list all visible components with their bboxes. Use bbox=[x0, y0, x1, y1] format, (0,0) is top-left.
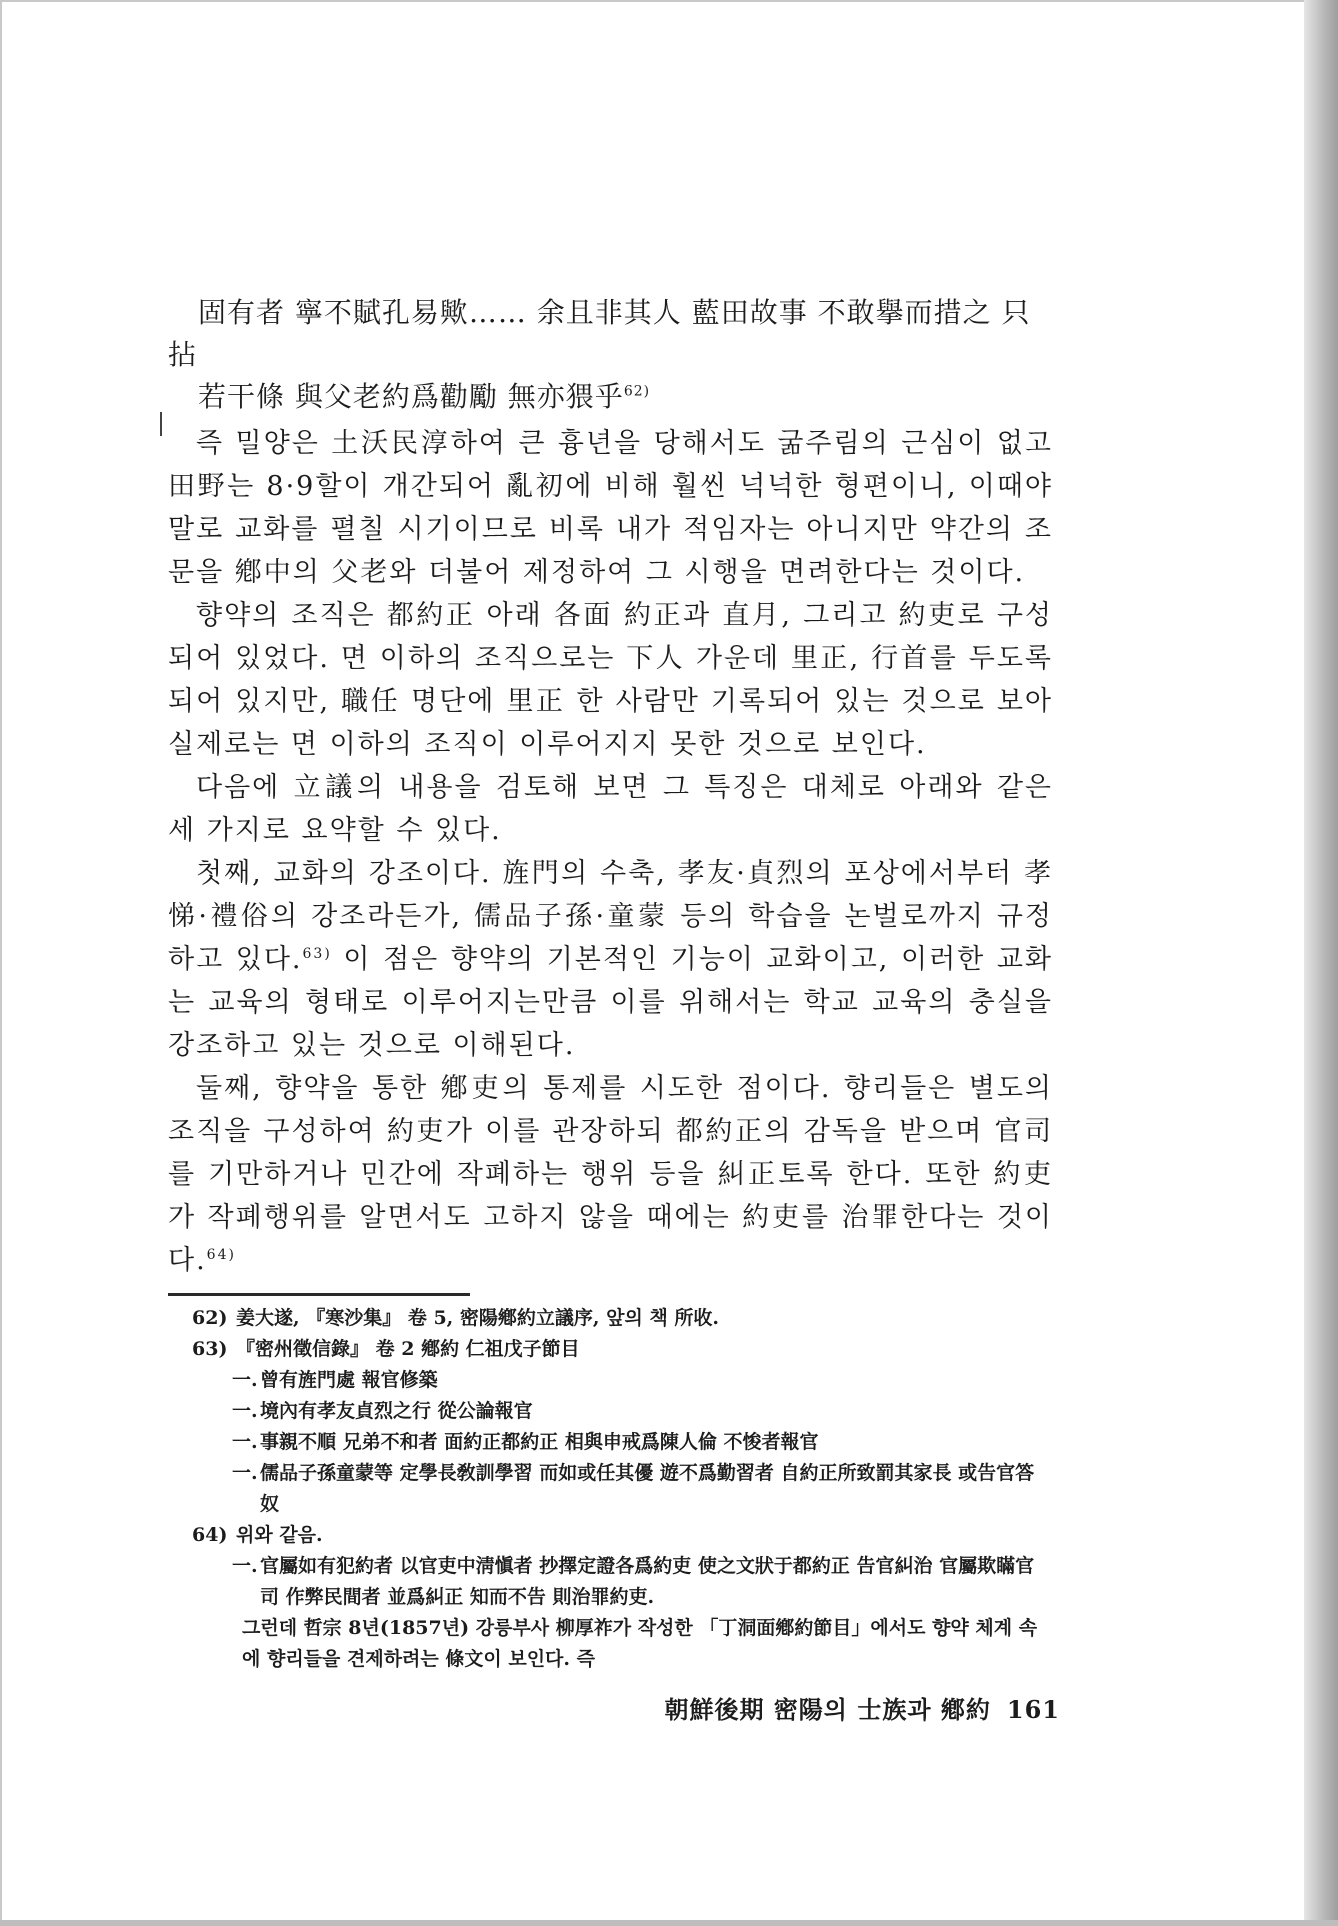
footnote-63-number: 63) bbox=[192, 1338, 228, 1360]
footnote-63-item bbox=[192, 1365, 1052, 1396]
footnote-64-number: 64) bbox=[192, 1524, 228, 1546]
item-text: 曾有旌門處 報官修築 bbox=[260, 1369, 438, 1391]
paragraph-4-text-b: 이 점은 향약의 기본적인 기능이 교화이고, 이러한 교화는 교육의 형태로 이루어지는만큼 이를 위해서는 학교 교육의 충실을 강조하고 있는 것으로 이해된다. bbox=[168, 944, 1053, 1061]
margin-mark bbox=[160, 412, 162, 436]
footnote-63-item bbox=[192, 1458, 1052, 1520]
footnote-64-text: 위와 같음. bbox=[236, 1524, 323, 1546]
footnote-62-number: 62) bbox=[192, 1307, 228, 1329]
paragraph-2: 향약의 조직은 都約正 아래 各面 約正과 直月, 그리고 約吏로 구성되어 있었다. 면 이하의 조직으로는 下人 가운데 里正, 行首를 두도록 되어 있지만, 職任 명단에 里正 한 사람만 기록되어 있는 것으로 보아 실제로는 면 이하의 조직이 이루어지지 못한 것으로 보인다. bbox=[168, 600, 1053, 760]
page-number: 161 bbox=[1006, 1695, 1060, 1724]
footnote-63-items bbox=[192, 1365, 1052, 1520]
item-dash: 一. bbox=[232, 1400, 258, 1422]
paragraph-4-text-a: 첫째, 교화의 강조이다. 旌門의 수축, 孝友·貞烈의 포상에서부터 孝悌·禮俗의 강조라든가, 儒品子孫·童蒙 등의 학습을 논벌로까지 규정하고 있다. bbox=[168, 858, 1053, 975]
item-text: 官屬如有犯約者 以官吏中淸愼者 抄擇定證各爲約吏 使之文狀于都約正 告官糾治 官屬欺瞞官司 作弊民間者 並爲糾正 知而不告 則治罪約吏. bbox=[260, 1555, 1035, 1608]
footnote-63-item bbox=[192, 1427, 1052, 1458]
paragraph-5-text: 둘째, 향약을 통한 鄕吏의 통제를 시도한 점이다. 향리들은 별도의 조직을 구성하여 約吏가 이를 관장하되 都約正의 감독을 받으며 官司를 기만하거나 민간에 작폐하는 행위 등을 糾正토록 한다. 또한 約吏가 작폐행위를 알면서도 고하지 않을 때에는 約吏를 治罪한다는 것이다. bbox=[168, 1073, 1053, 1276]
item-text: 事親不順 兄弟不和者 面約正都約正 相與申戒爲陳人倫 不悛者報官 bbox=[260, 1431, 819, 1453]
footnote-64-item bbox=[192, 1551, 1052, 1613]
footnote-ref-64: 64) bbox=[206, 1247, 236, 1263]
paragraph-5 bbox=[168, 1067, 1053, 1282]
footnote-63-item bbox=[192, 1396, 1052, 1427]
item-dash: 一. bbox=[232, 1462, 258, 1484]
quote-line-1: 固有者 寧不賦孔易歟…… 余且非其人 藍田故事 不敢擧而措之 只拈 bbox=[168, 296, 1031, 371]
paragraph-1: 즉 밀양은 土沃民淳하여 큰 흉년을 당해서도 굶주림의 근심이 없고 田野는 8·9할이 개간되어 亂初에 비해 훨씬 넉넉한 형편이니, 이때야말로 교화를 펼칠 시기이므로 비록 내가 적임자는 아니지만 약간의 조문을 鄕中의 父老와 더불어 제정하여 그 시행을 면려한다는 것이다. bbox=[168, 428, 1053, 588]
page-bottom-edge bbox=[0, 1920, 1338, 1926]
footnote-separator bbox=[168, 1293, 470, 1296]
page-footer bbox=[640, 1690, 1060, 1725]
paragraph-3: 다음에 立議의 내용을 검토해 보면 그 특징은 대체로 아래와 같은 세 가지로 요약할 수 있다. bbox=[168, 772, 1053, 846]
item-dash: 一. bbox=[232, 1431, 258, 1453]
footnote-62-text: 姜大遂, 『寒沙集』 卷 5, 密陽鄕約立議序, 앞의 책 所收. bbox=[236, 1307, 720, 1329]
body-text bbox=[168, 422, 1053, 1282]
footnote-64-tail: 그런데 哲宗 8년(1857년) 강릉부사 柳厚祚가 작성한 「丁洞面鄕約節目」에서도 향약 체계 속에 향리들을 견제하려는 條文이 보인다. 즉 bbox=[242, 1617, 1038, 1670]
item-text: 儒品子孫童蒙等 定學長敎訓學習 而如或任其優 遊不爲勤習者 自約正所致罰其家長 或告官答奴 bbox=[260, 1462, 1035, 1515]
footnote-63 bbox=[192, 1334, 1052, 1365]
item-dash: 一. bbox=[232, 1369, 258, 1391]
footnote-64 bbox=[192, 1520, 1052, 1551]
quote-line-2 bbox=[168, 376, 1053, 418]
running-title: 朝鮮後期 密陽의 士族과 鄕約 bbox=[664, 1695, 991, 1724]
footnote-63-text: 『密州徵信錄』 卷 2 鄕約 仁祖戊子節目 bbox=[236, 1338, 580, 1360]
footnotes bbox=[192, 1303, 1052, 1675]
footnote-ref-62: 62) bbox=[623, 383, 651, 400]
footnote-ref-63: 63) bbox=[302, 946, 332, 962]
classical-chinese-quote bbox=[168, 292, 1053, 418]
footnote-64-items bbox=[192, 1551, 1052, 1613]
footnote-62 bbox=[192, 1303, 1052, 1334]
page-edge-shadow bbox=[1304, 0, 1338, 1926]
item-dash: 一. bbox=[232, 1555, 258, 1577]
quote-line-2-text: 若干條 與父老約爲勸勵 無亦猥乎 bbox=[198, 380, 624, 413]
paragraph-4 bbox=[168, 852, 1053, 1067]
item-text: 境內有孝友貞烈之行 從公論報官 bbox=[260, 1400, 533, 1422]
